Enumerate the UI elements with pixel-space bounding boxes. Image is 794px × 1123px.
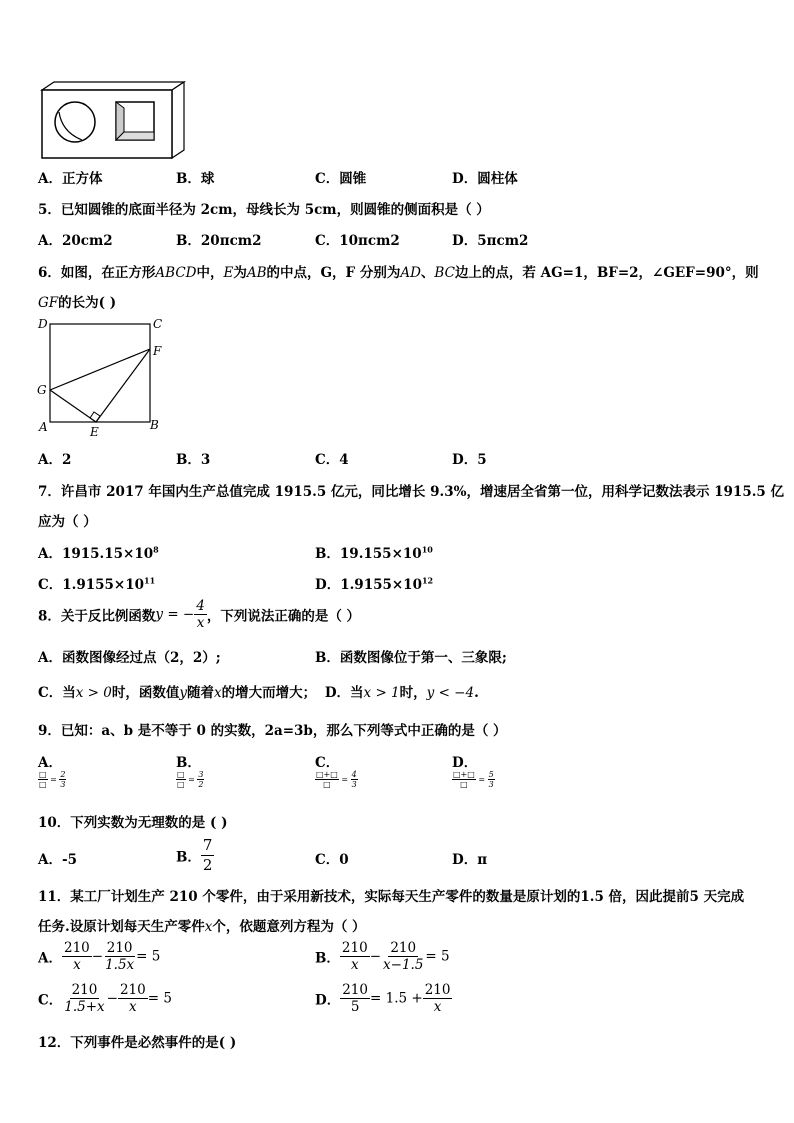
q9-option-a: A． $\frac{□}{□}$ = $\frac{2}{3}$ <box>38 755 66 789</box>
q11-option-c: C． $\frac{210}{1.5+x}$ − $\frac{210}{x}$ = 5 <box>38 982 172 1015</box>
q8-stem: 8．关于反比例函数y = − $\frac{4}{x}$ ，下列说法正确的是（ ） <box>38 598 361 631</box>
q11-option-d: D． $\frac{210}{5}$ = 1.5 + $\frac{210}{x}$ <box>315 982 451 1015</box>
q6-option-c: C．4 <box>315 452 349 468</box>
q8-option-a: A．函数图像经过点（2，2）; <box>38 650 221 666</box>
q10-option-d: D．π <box>452 852 488 868</box>
q6-label-b: B <box>150 418 159 432</box>
q9-option-c: C． $\frac{□+□}{□}$ = $\frac{4}{3}$ <box>315 755 357 789</box>
q6-stem-line2: GF的长为( ) <box>38 295 117 311</box>
q4-option-b: B．球 <box>176 171 215 187</box>
q9-option-d: D． $\frac{□+□}{□}$ = $\frac{5}{3}$ <box>452 755 494 789</box>
q7-option-a: A．$1915.15\times 10^8$ <box>38 544 159 562</box>
q10-stem: 10．下列实数为无理数的是 ( ) <box>38 815 228 831</box>
q7-stem-line2: 应为（ ） <box>38 514 97 530</box>
q4-option-a: A．正方体 <box>38 171 103 187</box>
q9-stem: 9．已知：a、b 是不等于 0 的实数，2a=3b，那么下列等式中正确的是（ ） <box>38 723 507 739</box>
q12-stem: 12．下列事件是必然事件的是( ) <box>38 1035 237 1051</box>
q6-label-g: G <box>37 383 47 397</box>
q7-option-b: B．$19.155\times 10^{10}$ <box>315 544 433 562</box>
q4-solid-figure <box>38 80 188 162</box>
q6-label-d: D <box>38 317 48 331</box>
q4-option-d: D．圆柱体 <box>452 171 518 187</box>
q11-stem-line1: 11．某工厂计划生产 210 个零件，由于采用新技术，实际每天生产零件的数量是原计划的1.5 倍，因此提前5 天完成 <box>38 889 745 905</box>
q6-stem-line1: 6．如图，在正方形ABCD中，E为AB的中点，G，F 分别为AD、BC边上的点，若 AG=1，BF=2，∠GEF=90°，则 <box>38 265 759 281</box>
q11-option-b: B． $\frac{210}{x}$ − $\frac{210}{x-1.5}$ = 5 <box>315 940 450 973</box>
q10-option-a: A．-5 <box>38 852 77 868</box>
q11-option-a: A． $\frac{210}{x}$ − $\frac{210}{1.5x}$ = 5 <box>38 940 161 973</box>
q6-label-e: E <box>90 425 99 439</box>
q8-option-b: B．函数图像位于第一、三象限; <box>315 650 507 666</box>
q5-option-c: C．10πcm2 <box>315 233 400 249</box>
q10-option-b: B． $\frac{7}{2}$ <box>176 836 213 874</box>
q6-label-f: F <box>153 344 162 358</box>
q6-label-c: C <box>153 317 163 331</box>
q5-option-d: D．5πcm2 <box>452 233 529 249</box>
q5-stem: 5．已知圆锥的底面半径为 2cm，母线长为 5cm，则圆锥的侧面积是（ ） <box>38 202 490 218</box>
q7-stem-line1: 7．许昌市 2017 年国内生产总值完成 1915.5 亿元，同比增长 9.3%，增速居全省第一位，用科学记数法表示 1915.5 亿 <box>38 484 785 500</box>
q6-option-d: D．5 <box>452 452 487 468</box>
q8-option-c-d: C．当x > 0时，函数值y随着x的增大而增大； D．当x > 1时，y < −4. <box>38 685 479 701</box>
q6-option-b: B．3 <box>176 452 211 468</box>
q11-stem-line2: 任务.设原计划每天生产零件x个，依题意列方程为（ ） <box>38 919 366 935</box>
q6-square-figure <box>34 314 174 440</box>
q7-option-d: D．$1.9155\times 10^{12}$ <box>315 575 434 593</box>
q5-option-b: B．20πcm2 <box>176 233 262 249</box>
q5-option-a: A．20cm2 <box>38 233 113 249</box>
q7-option-c: C．$1.9155\times 10^{11}$ <box>38 575 156 593</box>
q6-label-a: A <box>39 420 48 434</box>
q4-option-c: C．圆锥 <box>315 171 367 187</box>
q6-option-a: A．2 <box>38 452 72 468</box>
q10-option-c: C．0 <box>315 852 349 868</box>
q9-option-b: B． $\frac{□}{□}$ = $\frac{3}{2}$ <box>176 755 204 789</box>
